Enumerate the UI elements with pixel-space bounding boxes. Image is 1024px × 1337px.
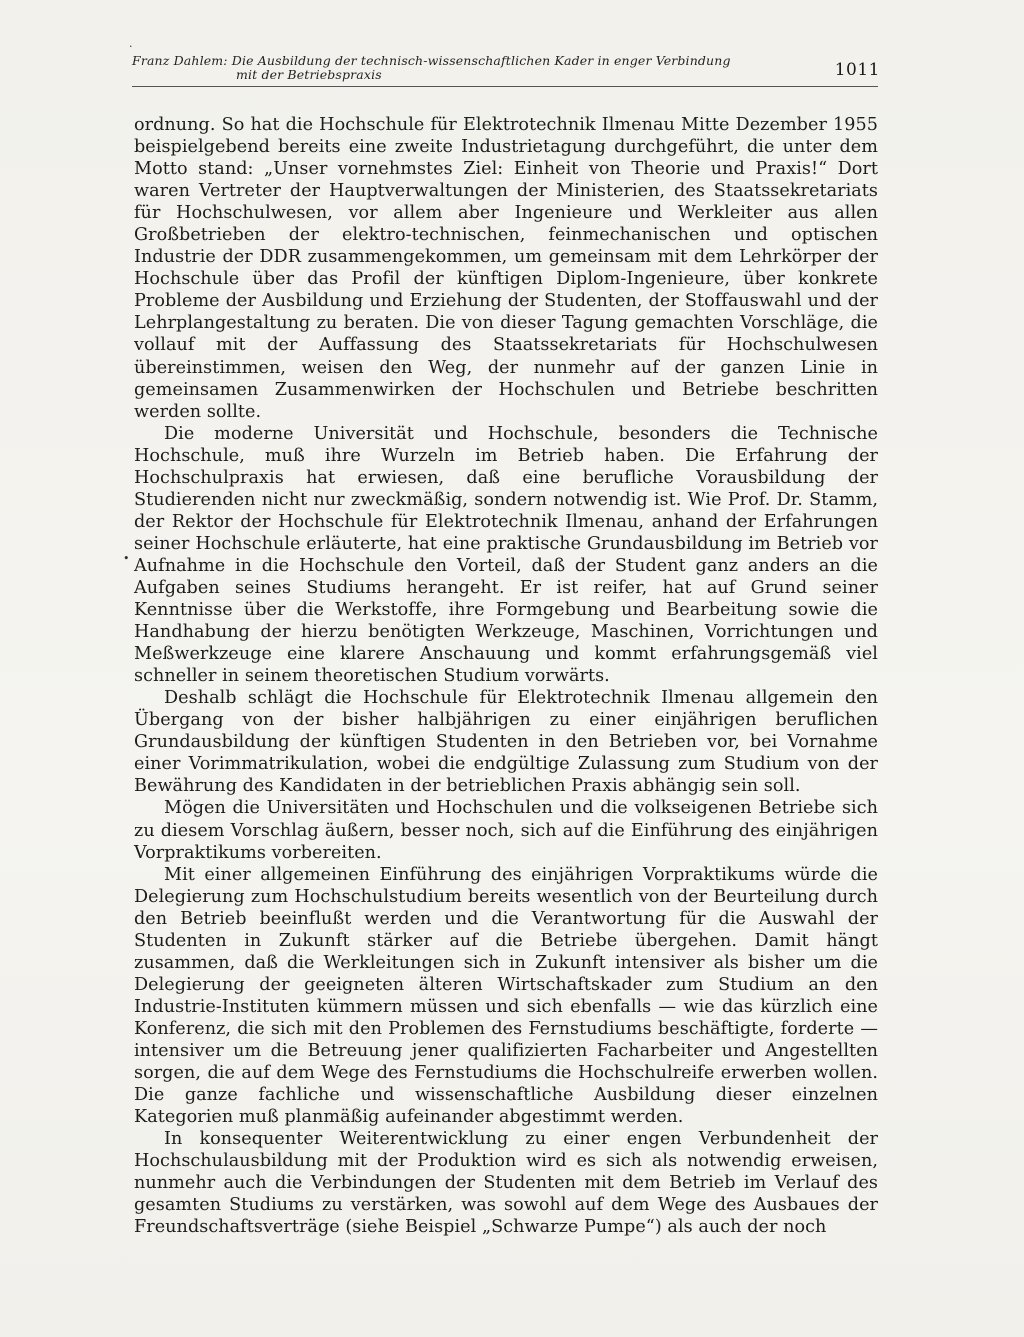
paragraph-2: Die moderne Universität und Hochschule, besonders die Technische Hochschule, muß ihre Wurzeln im Betrieb haben. Die Erfahrung der Hochschulpraxis hat erwiesen, daß eine berufliche Vorausbildung der Studierenden nicht nur zweckmäßig, sondern notwendig ist. Wie Prof. Dr. Stamm, der Rektor der Hochschule für Elektrotechnik Ilmenau, anhand der Erfahrungen seiner Hochschule erläuterte, hat eine praktische Grundausbildung im Betrieb vor Aufnahme in die Hochschule den Vorteil, daß der Student ganz anders an die Aufgaben seines Studiums herangeht. Er ist reifer, hat auf Grund seiner Kenntnisse über die Werkstoffe, ihre Formgebung und Bearbeitung sowie die Handhabung der hierzu benötigten Werkzeuge, Maschinen, Vorrichtungen und Meßwerkzeuge eine klarere Anschauung und kommt erfahrungsgemäß viel schneller in seinem theoretischen Studium vorwärts.	[134, 423, 878, 687]
running-head	[132, 54, 772, 82]
running-head-line-1: Franz Dahlem: Die Ausbildung der technisch-wissenschaftlichen Kader in enger Verbindung	[132, 53, 731, 68]
page-header	[132, 54, 884, 82]
header-rule	[132, 86, 878, 87]
scan-speck-mark: ·	[129, 40, 133, 53]
paragraph-3: Deshalb schlägt die Hochschule für Elektrotechnik Ilmenau allgemein den Übergang von der bisher halbjährigen zu einer einjährigen beruflichen Grundausbildung der künftigen Studenten in den Betrieben vor, bei Vornahme einer Vorimmatrikulation, wobei die endgültige Zulassung zum Studium von der Bewährung des Kandidaten in der betrieblichen Praxis abhängig sein soll.	[134, 688, 878, 797]
paragraph-4: Mögen die Universitäten und Hochschulen und die volkseigenen Betriebe sich zu diesem Vorschlag äußern, besser noch, sich auf die Einführung des einjährigen Vorpraktikums vorbereiten.	[134, 798, 878, 863]
paragraph-6: In konsequenter Weiterentwicklung zu einer engen Verbundenheit der Hochschulausbildung mit der Produktion wird es sich als notwendig erweisen, nunmehr auch die Verbindungen der Studenten mit dem Betrieb im Verlauf des gesamten Studiums zu verstärken, was sowohl auf dem Wege des Ausbaues der Freundschaftsverträge (siehe Beispiel „Schwarze Pumpe“) als auch der noch	[134, 1129, 878, 1238]
paragraph-1: ordnung. So hat die Hochschule für Elektrotechnik Ilmenau Mitte Dezember 1955 beispielgebend bereits eine zweite Industrietagung durchgeführt, die unter dem Motto stand: „Unser vornehmstes Ziel: Einheit von Theorie und Praxis!“ Dort waren Vertreter der Hauptverwaltungen der Ministerien, des Staatssekretariats für Hochschulwesen, vor allem aber Ingenieure und Werkleiter aus allen Großbetrieben der elektro-technischen, feinmechanischen und optischen Industrie der DDR zusammengekommen, um gemeinsam mit dem Lehrkörper der Hochschule über das Profil der künftigen Diplom-Ingenieure, über konkrete Probleme der Ausbildung und Erziehung der Studenten, der Stoffauswahl und der Lehrplangestaltung zu beraten. Die von dieser Tagung gemachten Vorschläge, die vollauf mit der Auffassung des Staatssekretariats für Hochschulwesen übereinstimmen, weisen den Weg, der nunmehr auf der ganzen Linie in gemeinsamen Zusammenwirken der Hochschulen und Betriebe beschritten werden sollte.	[134, 115, 878, 422]
body-text	[134, 114, 878, 1238]
running-head-line-2: mit der Betriebspraxis	[236, 67, 382, 82]
page-number: 1011	[834, 60, 880, 80]
paragraph-5: Mit einer allgemeinen Einführung des einjährigen Vorpraktikums würde die Delegierung zum Hochschulstudium bereits wesentlich von der Beurteilung durch den Betrieb beeinflußt werden und die Verantwortung für die Auswahl der Studenten in Zukunft stärker auf die Betriebe übergehen. Damit hängt zusammen, daß die Werkleitungen sich in Zukunft intensiver als bisher um die Delegierung der geeigneten älteren Wirtschaftskader zum Studium an den Industrie-Instituten kümmern müssen und sich ebenfalls — wie das kürzlich eine Konferenz, die sich mit den Problemen des Fernstudiums beschäftigte, forderte — intensiver um die Betreuung jener qualifizierten Facharbeiter und Angestellten sorgen, die auf dem Wege des Fernstudiums die Hochschulreife erwerben wollen. Die ganze fachliche und wissenschaftliche Ausbildung dieser einzelnen Kategorien muß planmäßig aufeinander abgestimmt werden.	[134, 864, 878, 1128]
margin-dot-mark: •	[123, 552, 130, 565]
